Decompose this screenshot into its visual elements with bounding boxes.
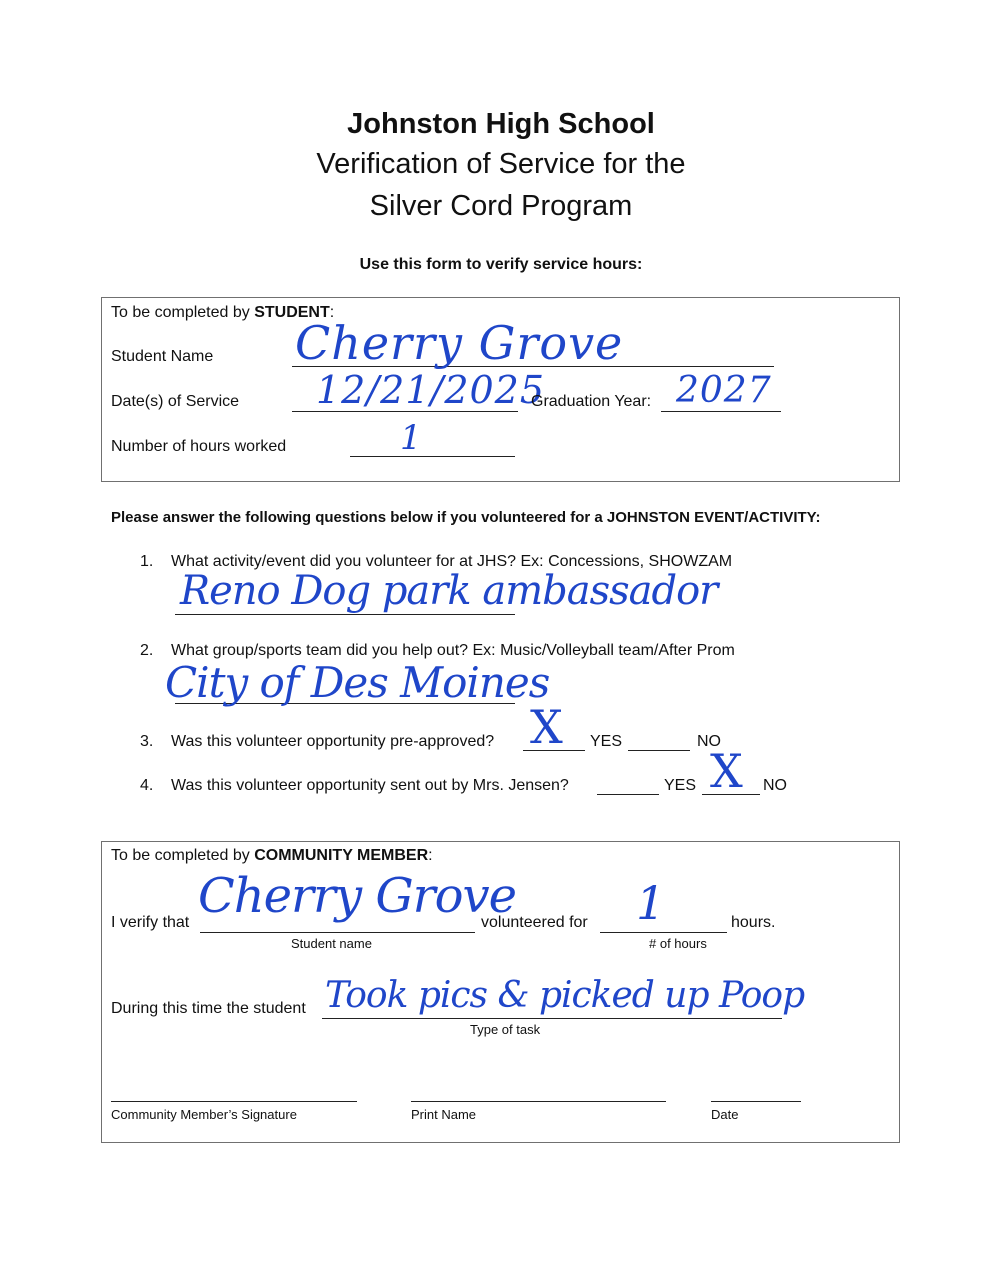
date-label: Date xyxy=(711,1107,739,1122)
student-section-intro: To be completed by STUDENT: xyxy=(111,304,335,321)
signature-label: Community Member’s Signature xyxy=(111,1107,297,1122)
question-4-yes-line[interactable] xyxy=(597,794,659,795)
verify-prefix-text: I verify that xyxy=(111,914,190,931)
student-name-label: Student Name xyxy=(111,348,214,365)
question-2-text: What group/sports team did you help out? Ex: Music/Volleyball team/After Prom xyxy=(171,642,735,659)
form-title-line2: Silver Cord Program xyxy=(369,190,633,222)
print-name-label: Print Name xyxy=(411,1107,477,1122)
verify-hours-line xyxy=(600,932,727,933)
instructions: Use this form to verify service hours: xyxy=(359,256,643,273)
print-name-line[interactable] xyxy=(411,1101,666,1102)
graduation-year-value[interactable]: 2027 xyxy=(676,370,772,411)
date-line[interactable] xyxy=(711,1101,801,1102)
graduation-year-label: Graduation Year: xyxy=(531,393,652,410)
school-title: Johnston High School xyxy=(347,108,655,140)
question-4-yes-label: YES xyxy=(664,777,697,794)
question-3-yes-mark[interactable]: X xyxy=(530,700,564,754)
verify-student-name-value[interactable]: Cherry Grove xyxy=(198,868,517,924)
question-2-number: 2. xyxy=(140,642,154,659)
hours-caption: # of hours xyxy=(649,936,707,951)
johnston-section-heading: Please answer the following questions below if you volunteered for a JOHNSTON EVENT/ACTIVITY: xyxy=(111,509,821,526)
verify-student-name-line xyxy=(200,932,475,933)
task-line xyxy=(322,1018,782,1019)
question-3-text: Was this volunteer opportunity pre-approved? xyxy=(171,733,495,750)
hours-worked-value[interactable]: 1 xyxy=(400,418,423,458)
task-prefix-text: During this time the student xyxy=(111,1000,306,1017)
form-title-line1: Verification of Service for the xyxy=(316,148,686,180)
question-1-text: What activity/event did you volunteer for at JHS? Ex: Concessions, SHOWZAM xyxy=(171,553,733,570)
signature-line[interactable] xyxy=(111,1101,357,1102)
task-caption: Type of task xyxy=(470,1022,541,1037)
graduation-year-line xyxy=(661,411,781,412)
community-section-intro: To be completed by COMMUNITY MEMBER: xyxy=(111,847,433,864)
question-4-no-label: NO xyxy=(763,777,787,794)
question-4-text: Was this volunteer opportunity sent out by Mrs. Jensen? xyxy=(171,777,569,794)
question-1-answer[interactable]: Reno Dog park ambassador xyxy=(180,568,718,614)
question-3-no-line[interactable] xyxy=(628,750,690,751)
question-3-yes-label: YES xyxy=(590,733,623,750)
question-3-no-label: NO xyxy=(697,733,721,750)
verify-mid-text: volunteered for xyxy=(481,914,588,931)
student-name-value[interactable]: Cherry Grove xyxy=(295,316,624,370)
dates-of-service-label: Date(s) of Service xyxy=(111,393,240,410)
student-name-caption: Student name xyxy=(291,936,372,951)
hours-worked-line xyxy=(350,456,515,457)
verify-suffix-text: hours. xyxy=(731,914,776,931)
question-2-answer[interactable]: City of Des Moines xyxy=(165,658,550,707)
question-1-number: 1. xyxy=(140,553,154,570)
dates-of-service-value[interactable]: 12/21/2025 xyxy=(316,368,546,412)
task-value[interactable]: Took pics & picked up Poop xyxy=(325,975,805,1016)
hours-worked-label: Number of hours worked xyxy=(111,438,287,455)
question-4-number: 4. xyxy=(140,777,154,794)
question-4-no-mark[interactable]: X xyxy=(710,744,744,798)
question-1-line xyxy=(175,614,515,615)
question-3-number: 3. xyxy=(140,733,154,750)
verify-hours-value[interactable]: 1 xyxy=(636,876,667,930)
